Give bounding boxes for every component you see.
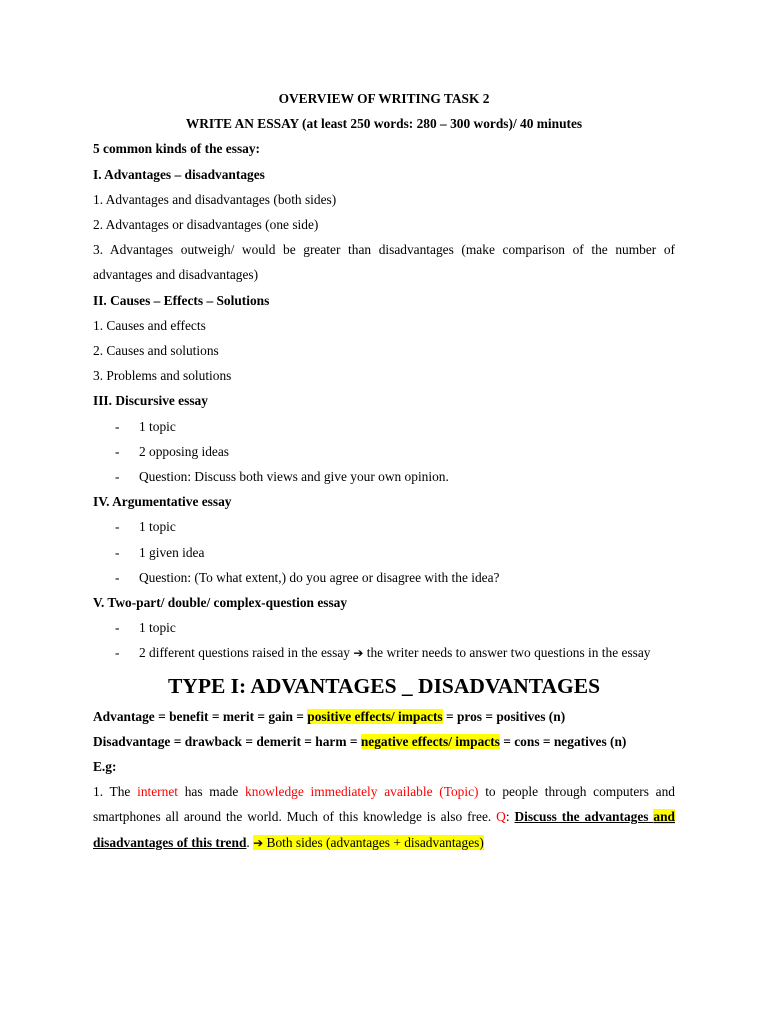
example-colon: : <box>505 809 515 825</box>
bullet-dash: - <box>115 569 120 585</box>
section-heading-advantages: I. Advantages – disadvantages <box>93 166 265 182</box>
disadvantage-text-end: = cons = negatives (n) <box>499 733 627 749</box>
document-content <box>93 86 675 856</box>
disadvantage-text: Disadvantage = drawback = demerit = harm = <box>93 733 361 749</box>
list-item: 3. Problems and solutions <box>93 368 232 384</box>
example-text: 1. The <box>93 784 138 800</box>
list-item: 1. Advantages and disadvantages (both sides) <box>93 191 337 207</box>
answer-text: Both sides (advantages + disadvantages) <box>263 834 484 850</box>
bullet-text: Question: Discuss both views and give your own opinion. <box>139 469 449 485</box>
kinds-heading: 5 common kinds of the essay: <box>93 141 261 157</box>
bullet-text: Question: (To what extent,) do you agree or disagree with the idea? <box>139 569 500 585</box>
bullet-dash: - <box>115 519 120 535</box>
bullet-dash: - <box>115 544 120 560</box>
list-item: 2. Advantages or disadvantages (one side) <box>93 217 319 233</box>
question-part: Discuss the advantages <box>514 809 654 825</box>
bullet-item <box>93 414 675 439</box>
section-heading-argumentative: IV. Argumentative essay <box>93 494 232 510</box>
type-heading: TYPE I: ADVANTAGES _ DISADVANTAGES <box>167 673 601 698</box>
highlight-negative: negative effects/ impacts <box>360 733 500 749</box>
list-item: 1. Causes and effects <box>93 317 206 333</box>
example-text: to people through computers and smartphones all around the world. Much of this knowledge is also free. <box>93 784 675 825</box>
bullet-text-part: 2 different questions raised in the essay <box>139 645 350 661</box>
bullet-text: 1 topic <box>139 519 176 535</box>
document-title: OVERVIEW OF WRITING TASK 2 <box>278 91 490 106</box>
example-topic-word: internet <box>137 784 178 800</box>
arrow-right-icon: ➔ <box>253 835 264 850</box>
example-label: E.g: <box>93 759 117 775</box>
bullet-text-part: the writer needs to answer two questions in the essay <box>366 645 651 661</box>
section-heading-discursive: III. Discursive essay <box>93 393 208 409</box>
bullet-text: 1 topic <box>139 418 176 434</box>
question-part: disadvantages of this trend <box>93 834 247 850</box>
advantage-synonyms <box>93 704 675 729</box>
example-text: has made <box>178 784 246 800</box>
example-paragraph <box>93 779 675 856</box>
list-item: 3. Advantages outweigh/ would be greater than disadvantages (make comparison of the number of advantages and disadvantages) <box>93 242 675 283</box>
arrow-right-icon: ➔ <box>353 646 364 661</box>
bullet-dash: - <box>115 443 120 459</box>
document-subtitle: WRITE AN ESSAY (at least 250 words: 280 – 300 words)/ 40 minutes <box>185 116 583 132</box>
bullet-dash: - <box>115 620 120 636</box>
bullet-item <box>93 565 675 590</box>
bullet-item <box>93 514 675 539</box>
question-highlight-and: and <box>653 809 675 825</box>
bullet-text: 1 topic <box>139 620 176 636</box>
list-item: 2. Causes and solutions <box>93 343 219 359</box>
section-heading-two-part: V. Two-part/ double/ complex-question essay <box>93 595 348 611</box>
bullet-text: 1 given idea <box>139 544 205 560</box>
bullet-item <box>93 439 675 464</box>
answer-highlight <box>253 835 484 850</box>
bullet-text: 2 opposing ideas <box>139 443 230 459</box>
bullet-dash: - <box>115 469 120 485</box>
advantage-text: Advantage = benefit = merit = gain = <box>93 708 308 724</box>
advantage-text-end: = pros = positives (n) <box>442 708 566 724</box>
example-period: . <box>246 834 254 850</box>
example-topic-phrase: knowledge immediately available (Topic) <box>245 784 479 800</box>
bullet-text <box>139 640 675 666</box>
bullet-item <box>93 640 675 666</box>
bullet-dash: - <box>115 418 120 434</box>
question-label: Q <box>496 809 506 825</box>
highlight-positive: positive effects/ impacts <box>307 708 443 724</box>
disadvantage-synonyms <box>93 729 675 754</box>
bullet-item <box>93 615 675 640</box>
bullet-item <box>93 540 675 565</box>
section-heading-causes: II. Causes – Effects – Solutions <box>93 292 270 308</box>
bullet-item <box>93 464 675 489</box>
bullet-dash: - <box>115 645 120 661</box>
